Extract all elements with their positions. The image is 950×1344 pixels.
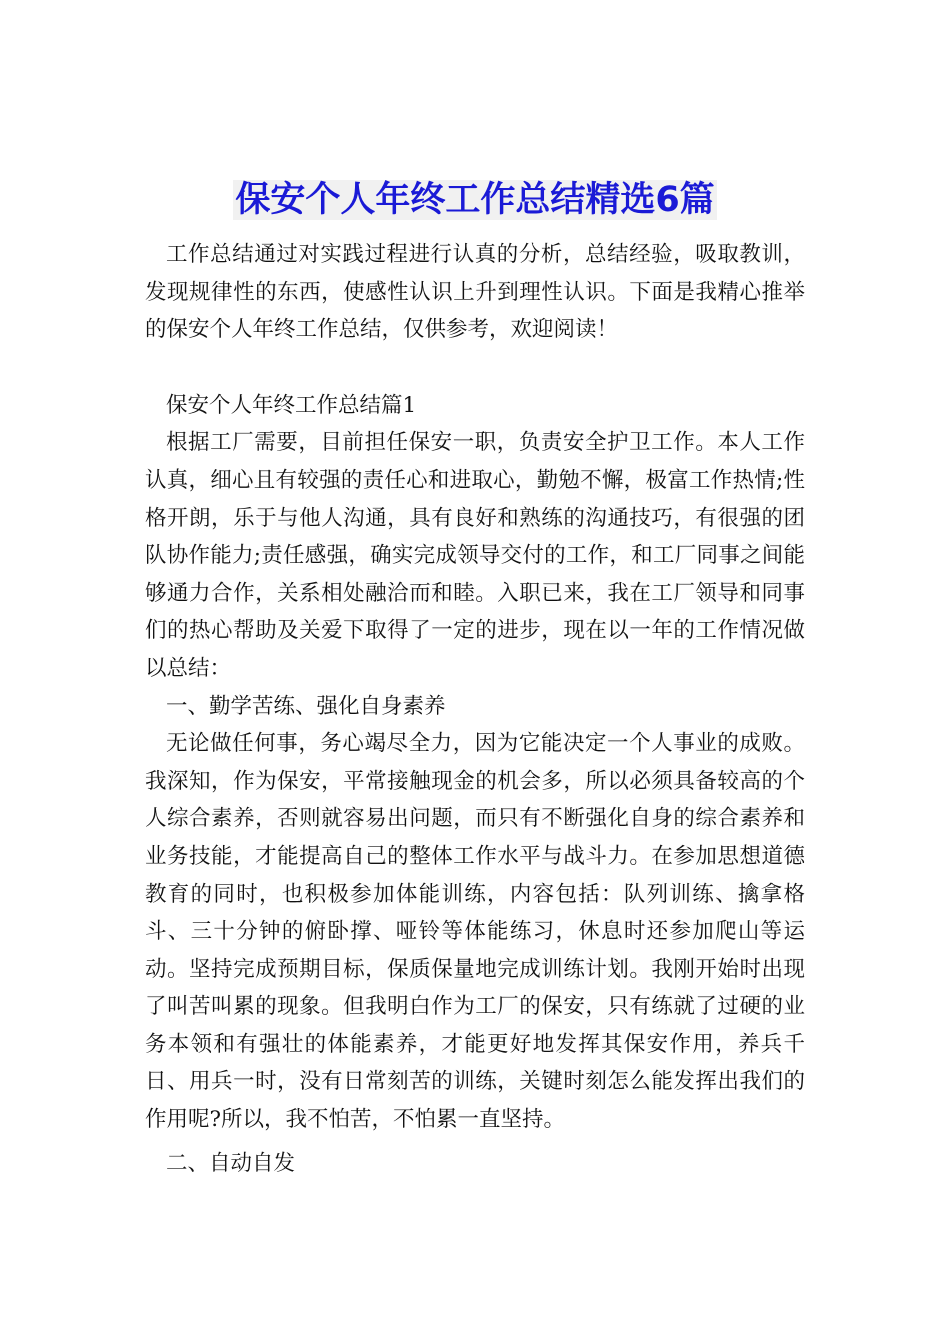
paragraph-2: 无论做任何事，务心竭尽全力，因为它能决定一个人事业的成败。我深知，作为保安，平常接触现金的机会多，所以必须具备较高的个人综合素养，否则就容易出问题，而只有不断强化自身的综合素养和业务技能，才能提高自己的整体工作水平与战斗力。在参加思想道德教育的同时，也积极参加体能训练，内容包括：队列训练、擒拿格斗、三十分钟的俯卧撑、哑铃等体能练习，休息时还参加爬山等运动。坚持完成预期目标，保质保量地完成训练计划。我刚开始时出现了叫苦叫累的现象。但我明白作为工厂的保安，只有练就了过硬的业务本领和有强壮的体能素养，才能更好地发挥其保安作用，养兵千日、用兵一时，没有日常刻苦的训练，关键时刻怎么能发挥出我们的作用呢?所以，我不怕苦，不怕累一直坚持。 (145, 731, 805, 1133)
intro-paragraph: 工作总结通过对实践过程进行认真的分析，总结经验，吸取教训，发现规律性的东西，使感性认识上升到理性认识。下面是我精心推举的保安个人年终工作总结，仅供参考，欢迎阅读！ (145, 242, 805, 343)
heading-2: 二、自动自发 (166, 1150, 296, 1176)
heading-1: 一、勤学苦练、强化自身素养 (166, 693, 446, 719)
document-title-text: 保安个人年终工作总结精选6篇 (235, 180, 715, 220)
paragraph-1: 根据工厂需要，目前担任保安一职，负责安全护卫工作。本人工作认真，细心且有较强的责任心和进取心，勤勉不懈，极富工作热情;性格开朗，乐于与他人沟通，具有良好和熟练的沟通技巧，有很强的团队协作能力;责任感强，确实完成领导交付的工作，和工厂同事之间能够通力合作，关系相处融洽而和睦。入职已来，我在工厂领导和同事们的热心帮助及关爱下取得了一定的进步，现在以一年的工作情况做以总结： (145, 430, 805, 681)
document-title (0, 172, 950, 228)
document-body (145, 236, 805, 1182)
section-title: 保安个人年终工作总结篇1 (166, 392, 417, 418)
